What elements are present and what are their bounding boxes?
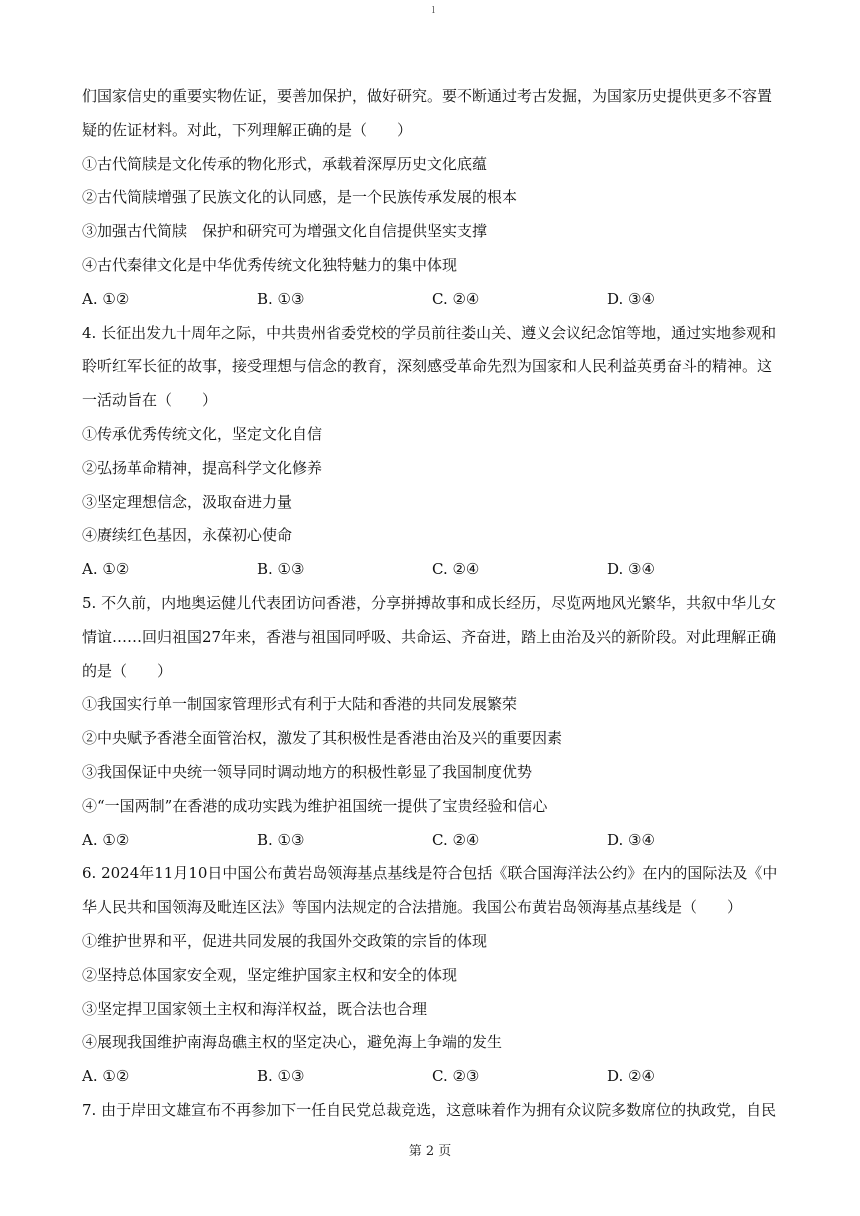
option-c: C. ②④ bbox=[432, 289, 480, 308]
stem-line: 的是（ ） bbox=[82, 661, 173, 680]
question-6 bbox=[82, 857, 782, 1094]
option-c: C. ②④ bbox=[432, 830, 480, 849]
stem-line: 7. 由于岸田文雄宣布不再参加下一任自民党总裁竞选，这意味着作为拥有众议院多数席位的执政党，自民 bbox=[82, 1100, 777, 1119]
stem-line: 4. 长征出发九十周年之际，中共贵州省委党校的学员前往娄山关、遵义会议纪念馆等地，通过实地参观和 bbox=[82, 323, 777, 342]
option-d: D. ②④ bbox=[607, 1067, 655, 1086]
answer-options bbox=[82, 824, 782, 858]
statement-item: ②弘扬革命精神，提高科学文化修养 bbox=[82, 458, 323, 477]
statement-item: ②古代简牍增强了民族文化的认同感，是一个民族传承发展的根本 bbox=[82, 188, 518, 207]
answer-options bbox=[82, 553, 782, 587]
stem-line: 华人民共和国领海及毗连区法》等国内法规定的合法措施。我国公布黄岩岛领海基点基线是（ ） bbox=[82, 898, 743, 917]
statement-item: ①古代简牍是文化传承的物化形式，承载着深厚历史文化底蕴 bbox=[82, 154, 488, 173]
answer-options bbox=[82, 1060, 782, 1094]
statement-item: ③坚定捍卫国家领土主权和海洋权益，既合法也合理 bbox=[82, 999, 428, 1018]
statement-item: ④“一国两制”在香港的成功实践为维护祖国统一提供了宝贵经验和信心 bbox=[82, 796, 548, 815]
statement-item: ④赓续红色基因，永葆初心使命 bbox=[82, 526, 293, 545]
question-5 bbox=[82, 587, 782, 857]
stem-line: 6. 2024年11月10日中国公布黄岩岛领海基点基线是符合包括《联合国海洋法公约》在内的国际法及《中 bbox=[82, 864, 778, 883]
header-mark: l bbox=[432, 6, 435, 16]
option-d: D. ③④ bbox=[607, 560, 655, 579]
option-d: D. ③④ bbox=[607, 830, 655, 849]
answer-options bbox=[82, 283, 782, 317]
question-4 bbox=[82, 317, 782, 587]
option-b: B. ①③ bbox=[257, 830, 305, 849]
option-b: B. ①③ bbox=[257, 560, 305, 579]
page-number: 第 2 页 bbox=[408, 1144, 452, 1159]
option-d: D. ③④ bbox=[607, 289, 655, 308]
option-a: A. ①② bbox=[82, 560, 130, 579]
stem-line: 疑的佐证材料。对此，下列理解正确的是（ ） bbox=[82, 120, 413, 139]
stem-line: 一活动旨在（ ） bbox=[82, 391, 218, 410]
statement-item: ①传承优秀传统文化，坚定文化自信 bbox=[82, 424, 323, 443]
option-b: B. ①③ bbox=[257, 289, 305, 308]
statement-item: ①我国实行单一制国家管理形式有利于大陆和香港的共同发展繁荣 bbox=[82, 695, 518, 714]
option-a: A. ①② bbox=[82, 289, 130, 308]
stem-line: 聆听红军长征的故事，接受理想与信念的教育，深刻感受革命先烈为国家和人民利益英勇奋斗的精神。这 bbox=[82, 357, 773, 376]
option-a: A. ①② bbox=[82, 1067, 130, 1086]
question-7 bbox=[82, 1094, 782, 1128]
option-c: C. ②③ bbox=[432, 1067, 480, 1086]
statement-item: ②中央赋予香港全面管治权，激发了其积极性是香港由治及兴的重要因素 bbox=[82, 729, 563, 748]
option-b: B. ①③ bbox=[257, 1067, 305, 1086]
statement-item: ④古代秦律文化是中华优秀传统文化独特魅力的集中体现 bbox=[82, 255, 458, 274]
stem-line: 5. 不久前，内地奥运健儿代表团访问香港，分享拼搏故事和成长经历，尽览两地风光繁华，共叙中华儿女 bbox=[82, 593, 777, 612]
option-a: A. ①② bbox=[82, 830, 130, 849]
option-c: C. ②④ bbox=[432, 560, 480, 579]
question-3-continued bbox=[82, 80, 782, 317]
statement-item: ③坚定理想信念，汲取奋进力量 bbox=[82, 492, 293, 511]
statement-item: ③加强古代简牍 保护和研究可为增强文化自信提供坚实支撑 bbox=[82, 222, 488, 241]
statement-item: ①维护世界和平，促进共同发展的我国外交政策的宗旨的体现 bbox=[82, 931, 488, 950]
stem-line: 们国家信史的重要实物佐证，要善加保护，做好研究。要不断通过考古发掘，为国家历史提供更多不容置 bbox=[82, 87, 773, 105]
page-content bbox=[82, 80, 782, 1128]
stem-line: 情谊……回归祖国27年来，香港与祖国同呼吸、共命运、齐奋进，踏上由治及兴的新阶段。对此理解正确 bbox=[82, 627, 777, 646]
statement-item: ④展现我国维护南海岛礁主权的坚定决心，避免海上争端的发生 bbox=[82, 1033, 503, 1052]
statement-item: ③我国保证中央统一领导同时调动地方的积极性彰显了我国制度优势 bbox=[82, 762, 533, 781]
statement-item: ②坚持总体国家安全观，坚定维护国家主权和安全的体现 bbox=[82, 965, 458, 984]
